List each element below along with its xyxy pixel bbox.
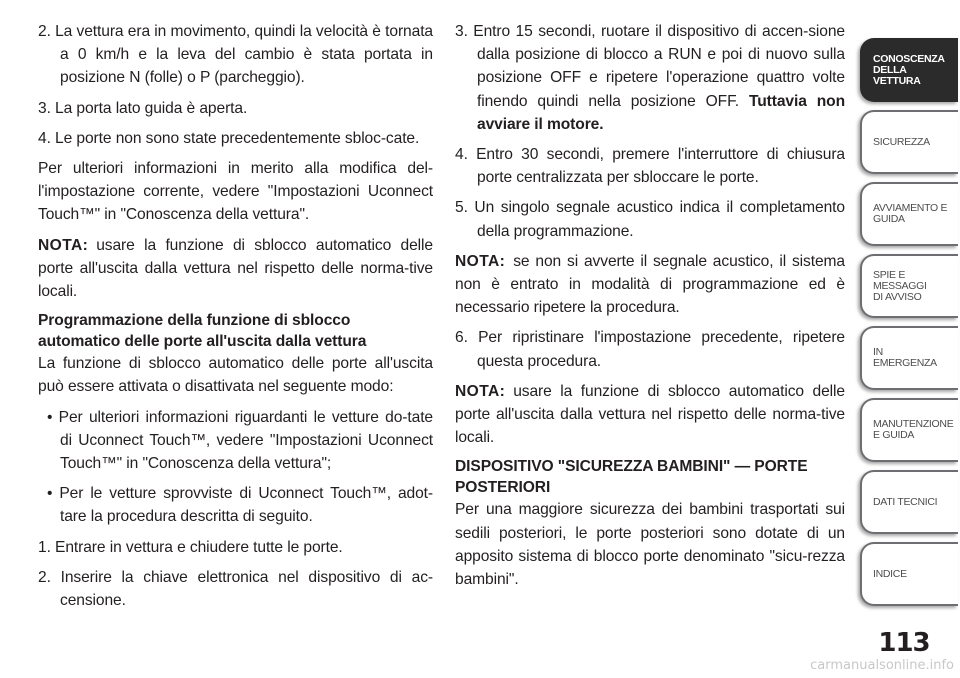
note-label: NOTA: [455,382,506,400]
note-label: NOTA: [38,236,89,254]
tab-spie-e-messaggi[interactable] [860,254,958,318]
page-number: 113 [878,628,930,658]
tab-label: INDICE [873,567,907,580]
note-paragraph-1 [455,250,845,320]
list-item-2: 2. La vettura era in movimento, quindi la velocità è tornata a 0 km/h e la leva del cambio è stata portata in posizione N (folle) o P (parcheggio). [38,23,433,87]
tab-manutenzione[interactable] [860,398,958,462]
list-item-3: 3. La porta lato guida è aperta. [38,99,248,117]
step-3-warning: Tuttavia non avviare il motore. [477,92,845,133]
right-column [455,20,845,598]
tab-label: MANUTENZIONE E GUIDA [873,418,954,441]
note-text: usare la funzione di sblocco automatico delle porte all'uscita dalla vettura nel rispetto delle norma-tive locali. [455,382,845,447]
step-1: 1. Entrare in vettura e chiudere tutte le porte. [38,538,343,556]
tab-label: SPIE E MESSAGGI DI AVVISO [873,268,927,303]
bullet-item-2: • Per le vetture sprovviste di Uconnect Touch™, adot-tare la procedura descritta di seguito. [47,485,433,526]
note-text: usare la funzione di sblocco automatico delle porte all'uscita dalla vettura nel rispetto delle norma-tive locali. [38,236,433,301]
section-heading-child-safety: DISPOSITIVO "SICUREZZA BAMBINI" — PORTE POSTERIORI [455,458,808,497]
tab-dati-tecnici[interactable] [860,470,958,534]
tab-conoscenza-della-vettura[interactable] [860,38,958,102]
step-4: 4. Entro 30 secondi, premere l'interruttore di chiusura porte centralizzata per sbloccare le porte. [455,146,845,187]
tab-avviamento-e-guida[interactable] [860,182,958,246]
note-label: NOTA: [455,252,506,270]
tab-label: CONOSCENZA DELLA VETTURA [873,52,945,87]
step-3-text: 3. Entro 15 secondi, ruotare il dispositivo di accen-sione dalla posizione di blocco a RUN e poi di nuovo sulla posizione OFF e ripetere l'operazione quattro volte finendo quindi nella posizione OFF. [455,23,845,110]
bullet-item-1: • Per ulteriori informazioni riguardanti le vetture do-tate di Uconnect Touch™, vedere "Impostazioni Uconnect Touch™" in "Conoscenza della vettura"; [47,408,433,473]
chapter-tabs-sidebar [858,0,960,678]
left-column [38,20,433,619]
note-paragraph [38,234,433,304]
child-safety-paragraph: Per una maggiore sicurezza dei bambini trasportati sui sedili posteriori, le porte posteriori sono dotate di un apposito sistema di blocco porte denominato "sicu-rezza bambini". [455,501,845,589]
note-text: se non si avverte il segnale acustico, il sistema non è entrato in modalità di programmazione ed è necessario ripetere la procedura. [455,252,845,317]
note-paragraph-2 [455,380,845,450]
step-5: 5. Un singolo segnale acustico indica il completamento della programmazione. [455,199,845,240]
info-paragraph: Per ulteriori informazioni in merito alla modifica del-l'impostazione corrente, vedere "Impostazioni Uconnect Touch™" in "Conoscenza della vettura". [38,160,433,224]
tab-label: SICUREZZA [873,135,930,148]
tab-indice[interactable] [860,542,958,606]
section-heading: Programmazione della funzione di sblocco automatico delle porte all'uscita dalla vettura [38,312,367,351]
list-item-4: 4. Le porte non sono state precedentemente sbloc-cate. [38,129,420,147]
tab-label: AVVIAMENTO E GUIDA [873,202,948,225]
intro-paragraph: La funzione di sblocco automatico delle porte all'uscita può essere attivata o disattivata nel seguente modo: [38,355,433,396]
step-2: 2. Inserire la chiave elettronica nel dispositivo di ac-censione. [38,568,433,610]
tab-in-emergenza[interactable] [860,326,958,390]
tab-sicurezza[interactable] [860,110,958,174]
watermark: carmanualsonline.info [810,658,954,673]
tab-label: IN EMERGENZA [873,346,937,369]
tab-label: DATI TECNICI [873,495,938,508]
step-6: 6. Per ripristinare l'impostazione precedente, ripetere questa procedura. [455,329,845,370]
step-3 [455,20,845,136]
